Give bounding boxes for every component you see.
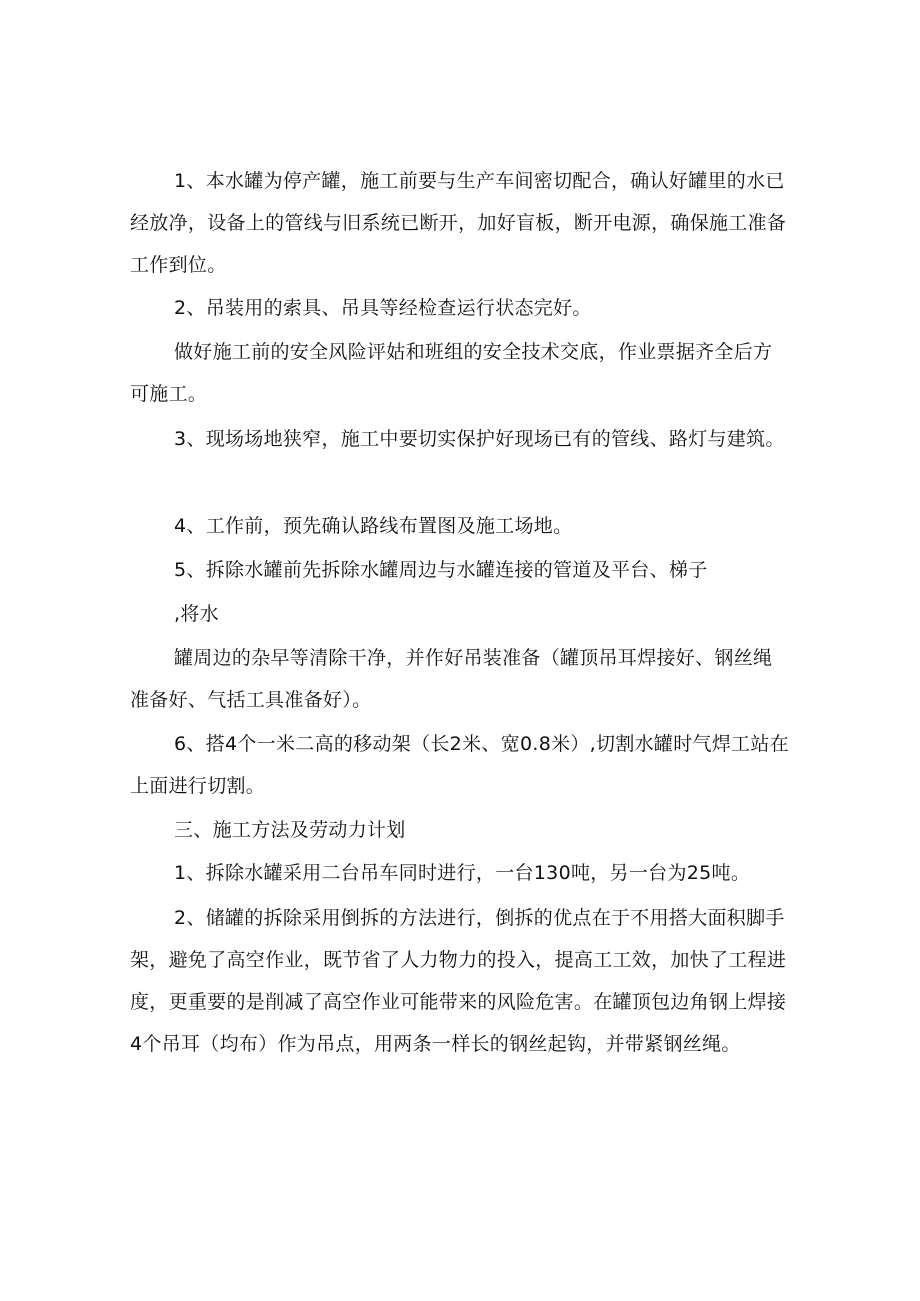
section-heading: 三、施工方法及劳动力计划	[174, 819, 406, 841]
paragraph-6: 5、拆除水罐前先拆除水罐周边与水罐连接的管道及平台、梯子	[174, 559, 708, 581]
paragraph-11: 2、储罐的拆除采用倒拆的方法进行，倒拆的优点在于不用搭大面积脚手架，避免了高空作业，既节省了人力物力的投入，提高工工效，加快了工程进度，更重要的是削减了高空作业可能带来的风险危害。在罐顶包边角钢上焊接4个吊耳（均布）作为吊点，用两条一样长的钢丝起钩，并带紧钢丝绳。	[130, 907, 787, 1055]
paragraph-10: 1、拆除水罐采用二台吊车同时进行，一台130吨，另一台为25吨。	[174, 862, 751, 884]
paragraph-1: 1、本水罐为停产罐，施工前要与生产车间密切配合，确认好罐里的水已经放净，设备上的管线与旧系统已断开，加好盲板，断开电源，确保施工准备工作到位。	[130, 170, 787, 276]
paragraph-9: 6、搭4个一米二高的移动架（长2米、宽0.8米）,切割水罐时气焊工站在上面进行切割。	[130, 733, 790, 797]
paragraph-2: 2、吊装用的索具、吊具等经检查运行状态完好。	[174, 297, 592, 319]
paragraph-5: 4、工作前，预先确认路线布置图及施工场地。	[174, 515, 573, 537]
paragraph-8: 罐周边的杂早等清除干净，并作好吊装准备（罐顶吊耳焊接好、钢丝绳准备好、气括工具准备好）。	[130, 647, 773, 711]
paragraph-3: 做好施工前的安全风险评姑和班组的安全技术交底，作业票据齐全后方可施工。	[130, 341, 773, 405]
paragraph-7: ,将水	[174, 603, 219, 625]
paragraph-4: 3、现场场地狭窄，施工中要切实保护好现场已有的管线、路灯与建筑。	[174, 428, 785, 450]
